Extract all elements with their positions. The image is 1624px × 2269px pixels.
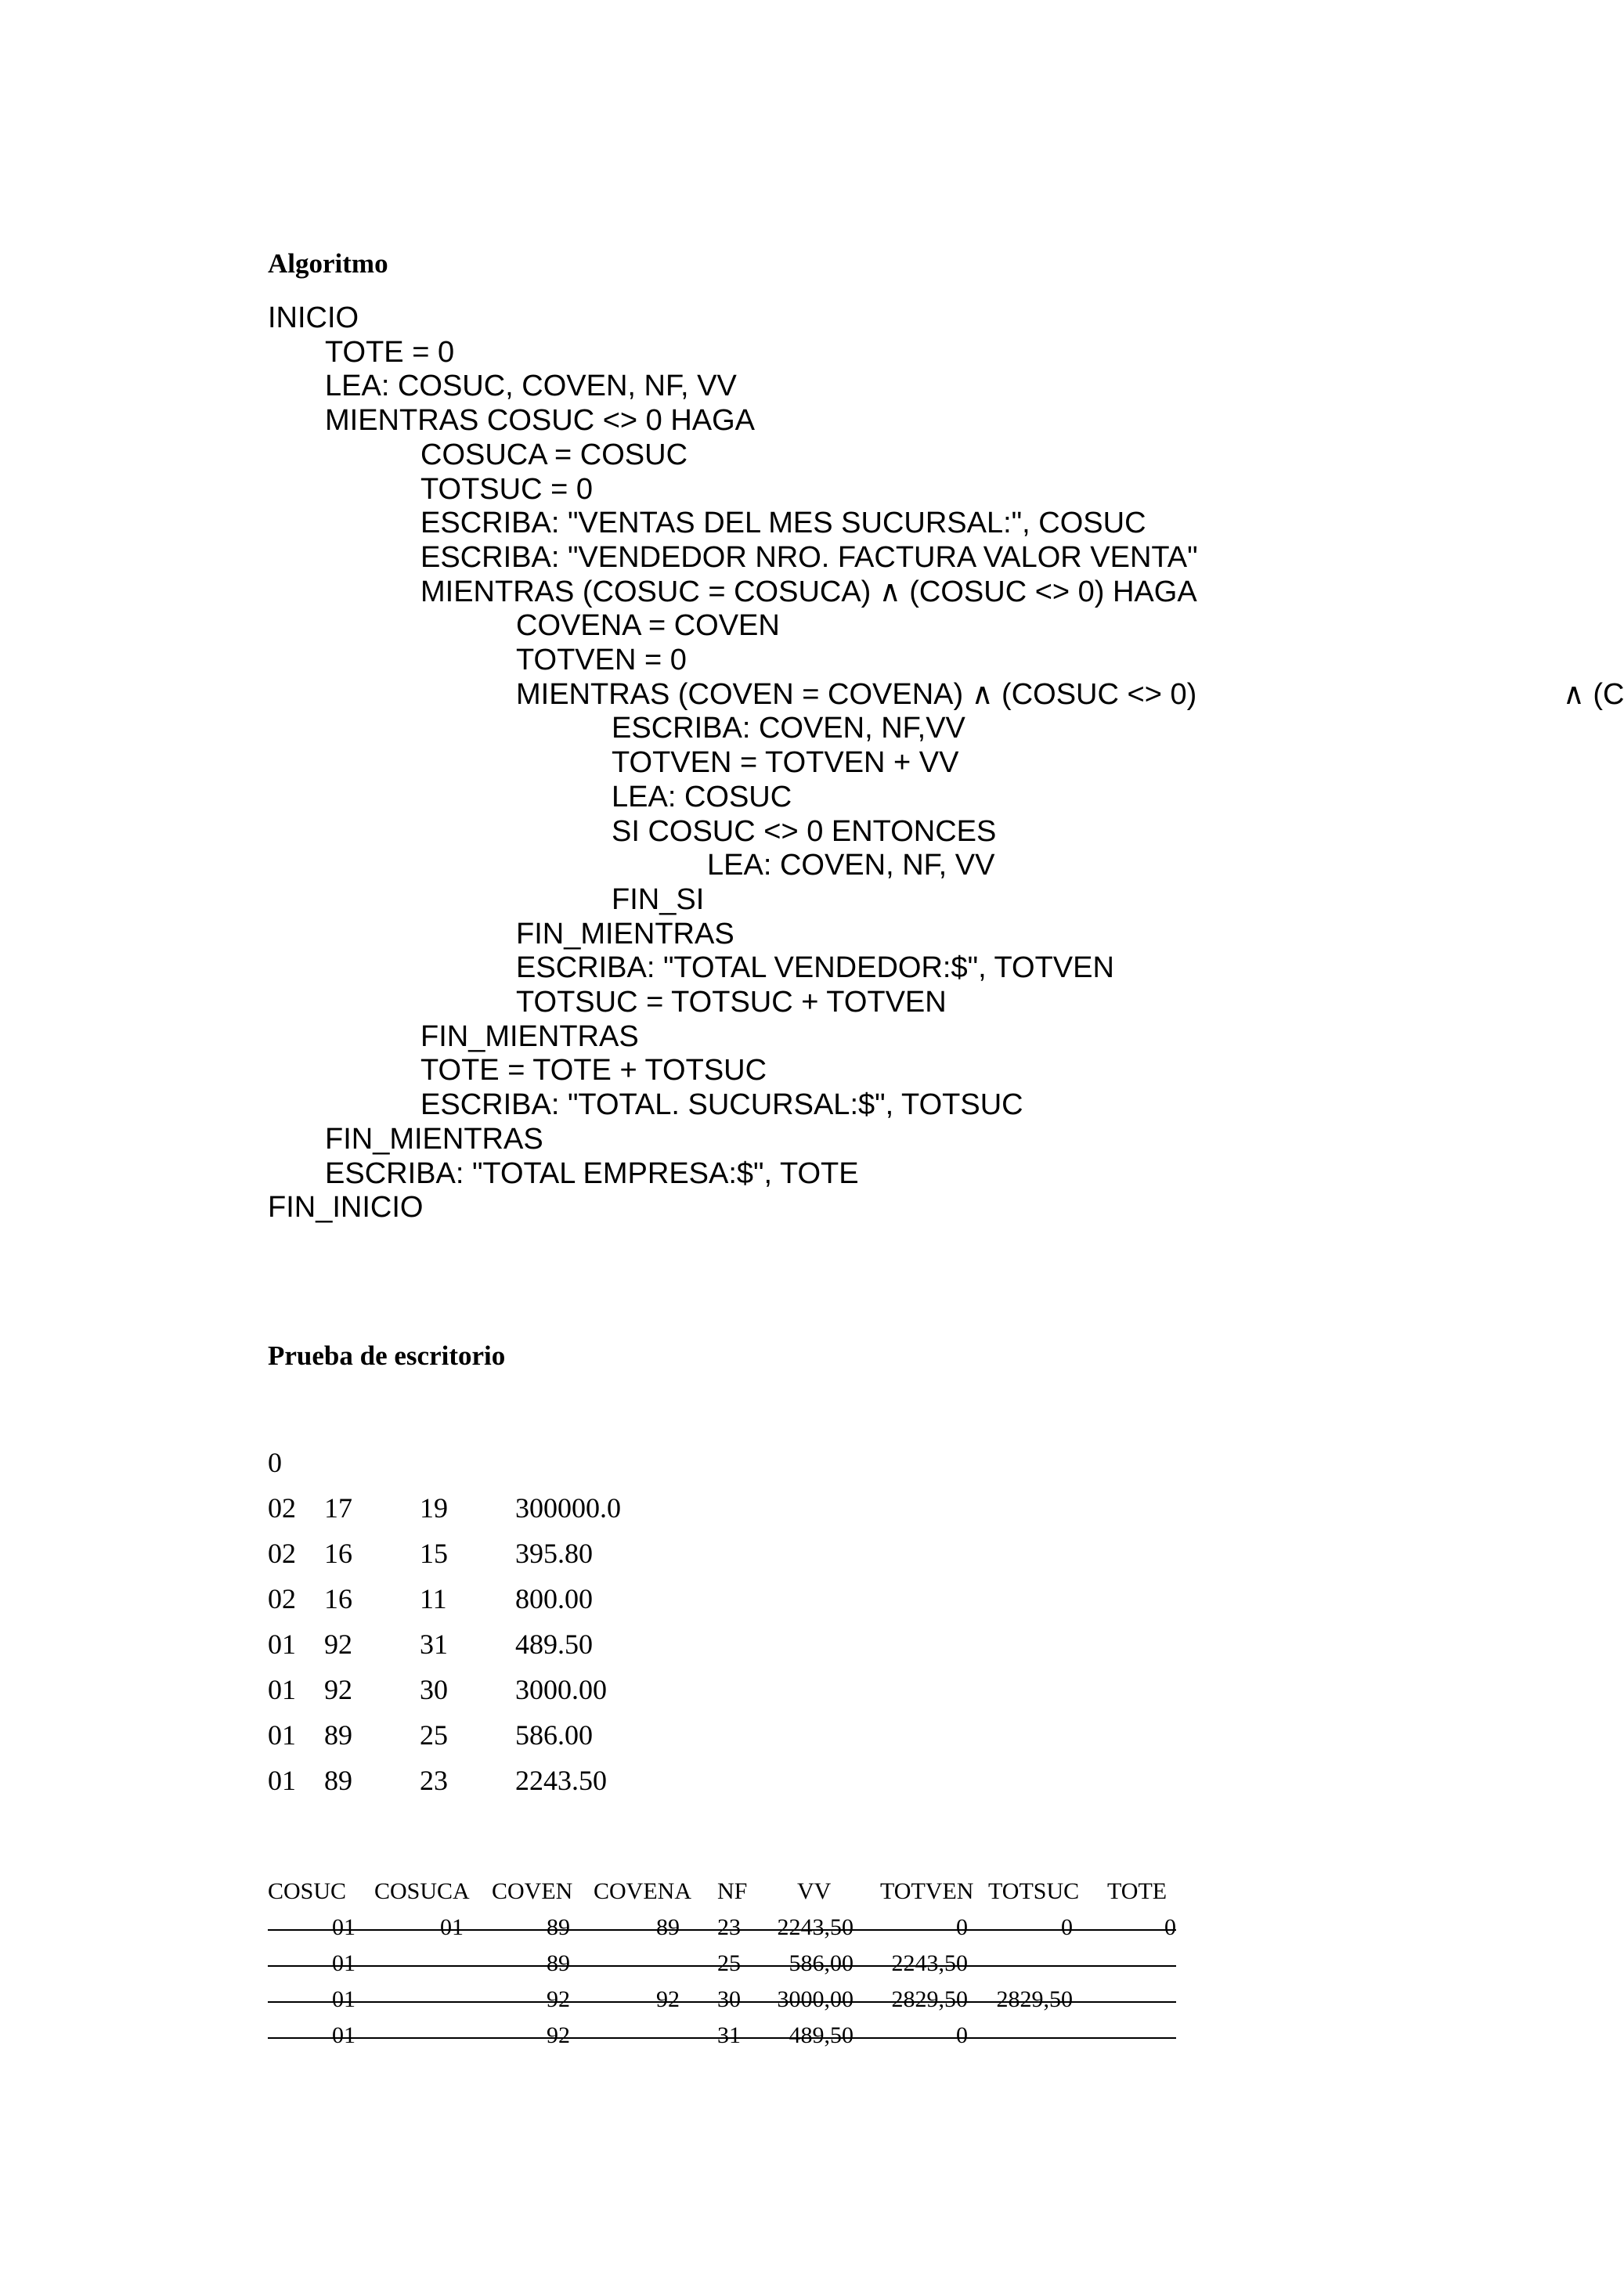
table-cell: 01 [332,1986,355,2012]
column-header: COVEN [492,1878,573,1904]
input-data-value: 395.80 [515,1538,593,1569]
column-header: TOTE [1107,1878,1167,1904]
code-line: MIENTRAS (COVEN = COVENA) ∧ (COSUC <> 0) [516,677,1197,711]
table-cell: 2829,50 [996,1986,1073,2012]
input-data-value: 19 [420,1492,448,1524]
code-line: ESCRIBA: "TOTAL. SUCURSAL:$", TOTSUC [420,1088,1023,1122]
input-data-value: 92 [324,1674,352,1705]
input-data-value: 89 [324,1765,352,1796]
code-line: ESCRIBA: "TOTAL EMPRESA:$", TOTE [325,1156,859,1190]
code-line: FIN_MIENTRAS [420,1019,639,1053]
table-cell: 489,50 [789,2022,854,2048]
table-cell: 25 [717,1950,741,1976]
desk-check-trace-table [268,1876,1176,2051]
input-data-value: 16 [324,1583,352,1614]
input-data-value: 15 [420,1538,448,1569]
code-line: TOTSUC = TOTSUC + TOTVEN [516,986,947,1019]
code-line: MIENTRAS (COSUC = COSUCA) ∧ (COSUC <> 0) HAGA [420,575,1197,608]
table-row [268,1907,1176,1943]
table-cell: 2829,50 [891,1986,968,2012]
table-cell: 01 [332,2022,355,2048]
input-data-value: 11 [420,1583,447,1614]
code-line: ESCRIBA: "VENDEDOR NRO. FACTURA VALOR VENTA" [420,540,1198,574]
table-cell: 89 [547,1950,570,1976]
code-line: SI COSUC <> 0 ENTONCES [612,814,997,848]
table-cell: 586,00 [789,1950,854,1976]
input-data-value: 586.00 [515,1719,593,1751]
code-line: FIN_MIENTRAS [325,1122,543,1156]
table-row [268,2015,1176,2051]
table-cell: 0 [1164,1914,1176,1940]
table-row [268,1979,1176,2015]
input-data-value: 02 [268,1538,296,1569]
input-data-value: 02 [268,1492,296,1524]
code-line-overflow: ∧ (C [1563,677,1624,711]
input-data-row [268,1538,738,1569]
table-cell: 0 [956,2022,968,2048]
table-cell: 92 [547,1986,570,2012]
code-line: TOTE = TOTE + TOTSUC [420,1054,767,1088]
input-data-value: 23 [420,1765,448,1796]
table-cell: 92 [656,1986,680,2012]
code-line: LEA: COSUC [612,780,792,813]
code-line: ESCRIBA: COVEN, NF,VV [612,712,965,745]
table-cell: 89 [656,1914,680,1940]
column-header: COSUC [268,1878,347,1904]
code-line: INICIO [268,301,359,334]
table-cell: 92 [547,2022,570,2048]
strikethrough-line [268,2001,1176,2003]
input-data-value: 25 [420,1719,448,1751]
input-data-value: 800.00 [515,1583,593,1614]
algorithm-heading: Algoritmo [268,248,388,279]
input-data-value: 01 [268,1629,296,1660]
code-line: ESCRIBA: "TOTAL VENDEDOR:$", TOTVEN [516,951,1114,985]
table-cell: 0 [956,1914,968,1940]
input-data-value: 89 [324,1719,352,1751]
code-line: TOTE = 0 [325,335,455,369]
input-data-row [268,1719,738,1751]
desk-check-heading: Prueba de escritorio [268,1340,506,1371]
code-line: TOTVEN = TOTVEN + VV [612,746,959,780]
code-line: TOTVEN = 0 [516,644,687,676]
input-data-value: 31 [420,1629,448,1660]
table-cell: 3000,00 [777,1986,854,2012]
code-line: FIN_MIENTRAS [516,917,734,951]
column-header: TOTSUC [988,1878,1080,1904]
input-data-value: 01 [268,1765,296,1796]
table-cell: 01 [332,1950,355,1976]
code-line: FIN_INICIO [268,1191,424,1225]
table-cell: 0 [1061,1914,1073,1940]
input-data-value: 2243.50 [515,1765,607,1796]
table-cell: 2243,50 [891,1950,968,1976]
code-line: MIENTRAS COSUC <> 0 HAGA [325,404,756,438]
code-line: TOTSUC = 0 [420,472,593,506]
code-line: LEA: COSUC, COVEN, NF, VV [325,370,737,403]
input-data-value: 02 [268,1583,296,1614]
code-line: ESCRIBA: "VENTAS DEL MES SUCURSAL:", COSUC [420,507,1146,540]
input-data-row [268,1583,738,1614]
input-data-value: 489.50 [515,1629,593,1660]
trace-table-body [268,1907,1176,2051]
table-cell: 30 [717,1986,741,2012]
input-data-value: 3000.00 [515,1674,607,1705]
strikethrough-line [268,1965,1176,1967]
column-header: VV [797,1878,832,1904]
table-cell: 89 [547,1914,570,1940]
input-data-row [268,1674,738,1705]
strikethrough-line [268,2037,1176,2039]
table-cell: 23 [717,1914,741,1940]
strikethrough-line [268,1929,1176,1931]
input-data-value: 16 [324,1538,352,1569]
input-data-value: 01 [268,1719,296,1751]
column-header: COSUCA [374,1878,470,1904]
column-header: TOTVEN [880,1878,974,1904]
input-data-value: 92 [324,1629,352,1660]
input-data-row [268,1492,738,1524]
table-cell: 31 [717,2022,741,2048]
input-data-row [268,1447,738,1478]
input-data-value: 0 [268,1447,282,1478]
code-line: LEA: COVEN, NF, VV [707,849,995,882]
table-cell: 01 [440,1914,464,1940]
input-data-value: 01 [268,1674,296,1705]
input-data-value: 17 [324,1492,352,1524]
input-data-row [268,1629,738,1660]
table-row [268,1943,1176,1979]
trace-table-header [268,1876,1176,1907]
table-cell: 2243,50 [777,1914,854,1940]
code-line: COSUCA = COSUC [420,438,688,471]
code-line: FIN_SI [612,882,705,916]
input-data-value: 30 [420,1674,448,1705]
input-data-value: 300000.0 [515,1492,621,1524]
code-line: COVENA = COVEN [516,609,780,643]
column-header: NF [717,1878,748,1904]
column-header: COVENA [594,1878,691,1904]
input-data-row [268,1765,738,1796]
table-cell: 01 [332,1914,355,1940]
